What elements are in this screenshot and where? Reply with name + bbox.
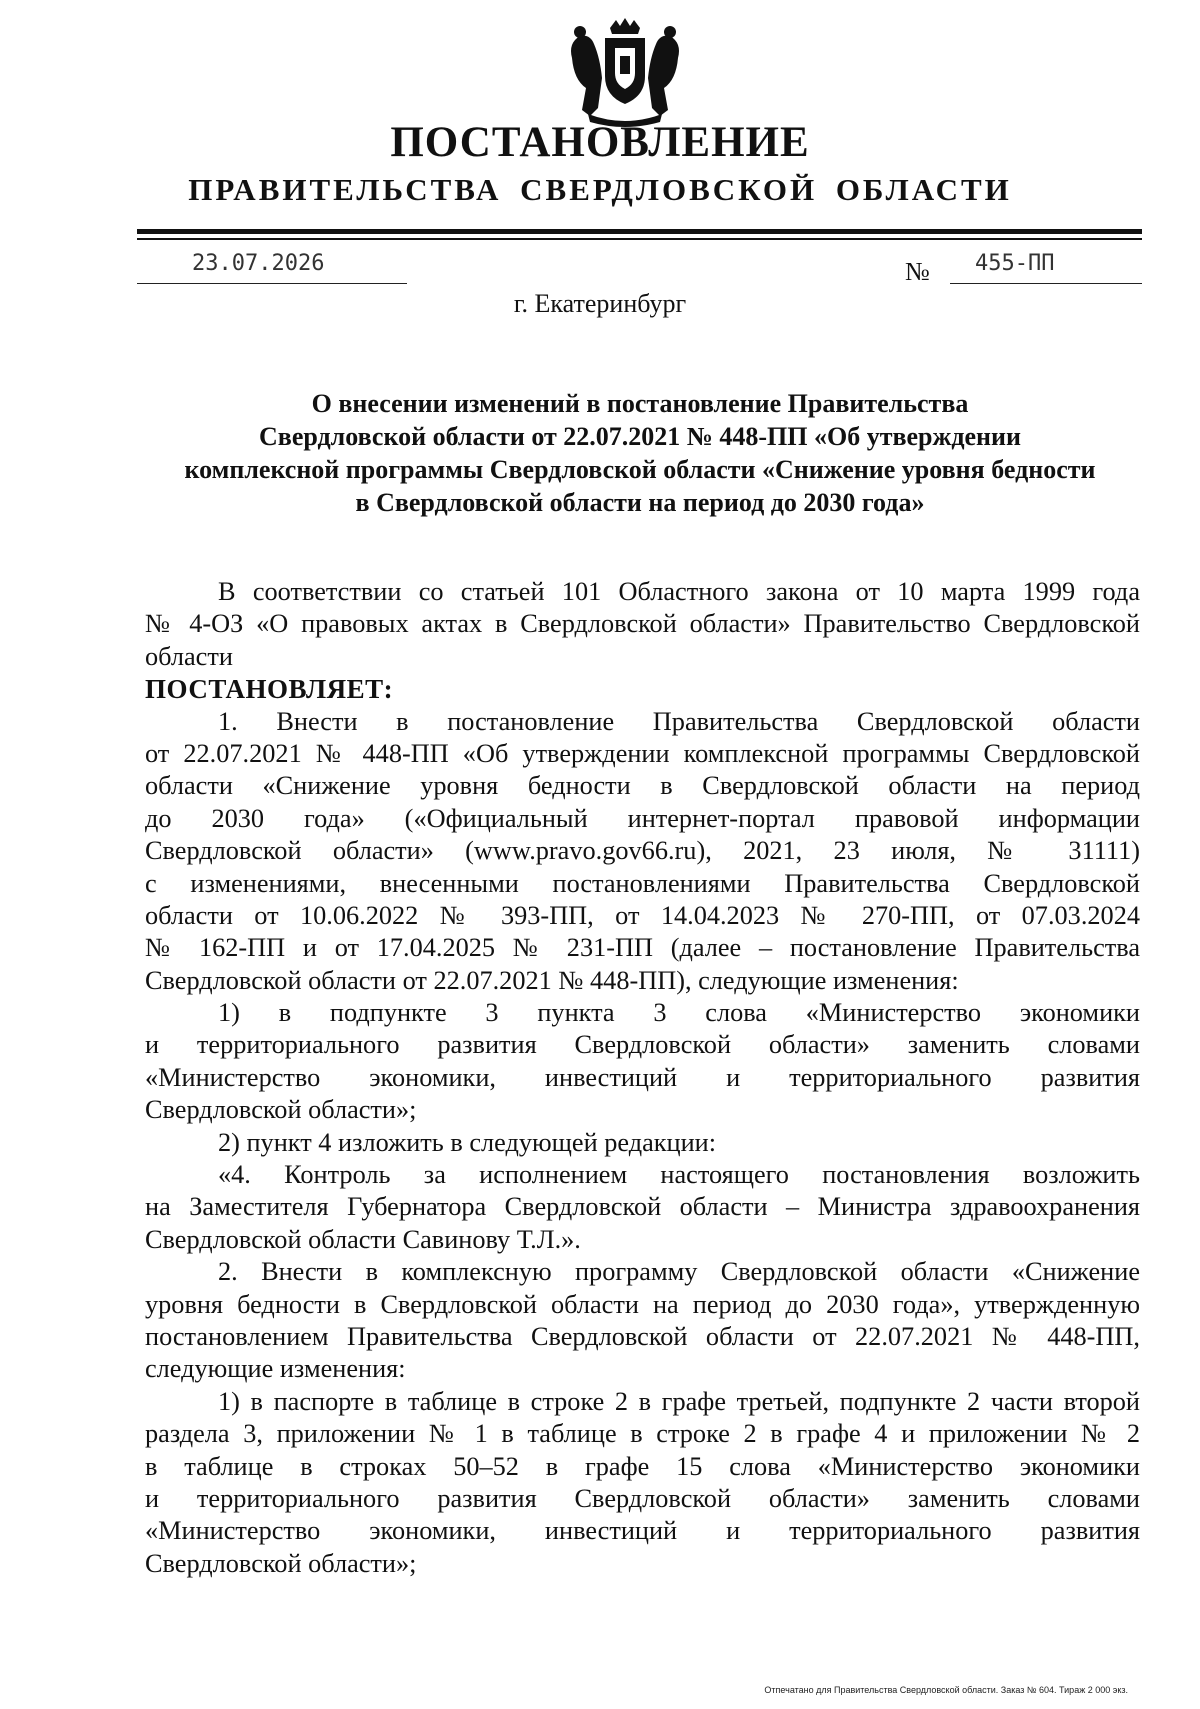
body-line: области: [145, 641, 233, 671]
document-issuer: ПРАВИТЕЛЬСТВА СВЕРДЛОВСКОЙ ОБЛАСТИ: [188, 172, 1012, 207]
body-line: и территориального развития Свердловской области» заменить словами: [145, 1030, 1140, 1060]
body-line: уровня бедности в Свердловской области на период до 2030 года», утвержденную: [145, 1289, 1140, 1319]
body-line: на Заместителя Губернатора Свердловской области – Министра здравоохранения: [145, 1192, 1140, 1222]
body-line: «4. Контроль за исполнением настоящего постановления возложить: [218, 1160, 1140, 1190]
print-note: Отпечатано для Правительства Свердловской области. Заказ № 604. Тираж 2 000 экз.: [764, 1685, 1128, 1695]
body-line: и территориального развития Свердловской области» заменить словами: [145, 1483, 1140, 1513]
body-line: до 2030 года» («Официальный интернет-портал правовой информации: [145, 803, 1140, 833]
body-line: 1. Внести в постановление Правительства Свердловской области: [218, 706, 1140, 736]
header-rule-thin: [137, 238, 1142, 240]
date-underline: [137, 283, 407, 284]
body-line: в таблице в строках 50–52 в графе 15 слова «Министерство экономики: [145, 1451, 1140, 1481]
body-line: В соответствии со статьей 101 Областного закона от 10 марта 1999 года: [218, 577, 1140, 606]
title-line: в Свердловской области на период до 2030 года»: [355, 488, 925, 517]
body-line: области «Снижение уровня бедности в Свердловской области на период: [145, 771, 1140, 801]
coat-of-arms-icon: [560, 18, 690, 128]
title-line: комплексной программы Свердловской области «Снижение уровня бедности: [184, 455, 1096, 484]
title-line: О внесении изменений в постановление Правительства: [311, 389, 969, 418]
body-line: № 4-ОЗ «О правовых актах в Свердловской области» Правительство Свердловской: [145, 609, 1140, 639]
body-line: области от 10.06.2022 № 393-ПП, от 14.04.2023 № 270-ПП, от 07.03.2024: [145, 900, 1140, 930]
body-line: 2) пункт 4 изложить в следующей редакции:: [218, 1127, 717, 1157]
body-line: 1) в паспорте в таблице в строке 2 в графе третьей, подпункте 2 части второй: [218, 1386, 1140, 1416]
document-date: 23.07.2026: [192, 251, 325, 276]
body-line: Свердловской области от 22.07.2021 № 448-ПП), следующие изменения:: [145, 965, 959, 995]
body-line: «Министерство экономики, инвестиций и территориального развития: [145, 1516, 1140, 1546]
body-line: следующие изменения:: [145, 1354, 406, 1384]
body-line: Свердловской области»;: [145, 1095, 417, 1125]
body-line: Свердловской области» (www.pravo.gov66.ru), 2021, 23 июля, № 31111): [145, 836, 1140, 866]
body-line: Свердловской области»;: [145, 1548, 417, 1578]
header-rule-thick: [137, 229, 1142, 234]
document-type: ПОСТАНОВЛЕНИЕ: [390, 119, 810, 166]
body-line: Свердловской области Савинову Т.Л.».: [145, 1224, 581, 1254]
resolve-heading: ПОСТАНОВЛЯЕТ:: [145, 674, 394, 705]
number-sign: №: [905, 257, 930, 286]
body-line: раздела 3, приложении № 1 в таблице в строке 2 в графе 4 и приложении № 2: [145, 1419, 1140, 1449]
document-title: [140, 387, 1140, 519]
body-line: 2. Внести в комплексную программу Свердловской области «Снижение: [218, 1257, 1140, 1287]
body-line: № 162-ПП и от 17.04.2025 № 231-ПП (далее – постановление Правительства: [145, 933, 1140, 963]
number-underline: [950, 283, 1142, 284]
document-body: [145, 576, 1140, 1580]
document-city: г. Екатеринбург: [513, 289, 687, 318]
body-line: постановлением Правительства Свердловской области от 22.07.2021 № 448-ПП,: [145, 1321, 1140, 1351]
title-line: Свердловской области от 22.07.2021 № 448-ПП «Об утверждении: [259, 422, 1021, 451]
body-line: с изменениями, внесенными постановлениями Правительства Свердловской: [145, 868, 1140, 898]
body-line: от 22.07.2021 № 448-ПП «Об утверждении комплексной программы Свердловской: [145, 738, 1140, 768]
body-line: «Министерство экономики, инвестиций и территориального развития: [145, 1062, 1140, 1092]
document-number: 455-ПП: [975, 251, 1055, 276]
body-line: 1) в подпункте 3 пункта 3 слова «Министерство экономики: [218, 998, 1140, 1028]
